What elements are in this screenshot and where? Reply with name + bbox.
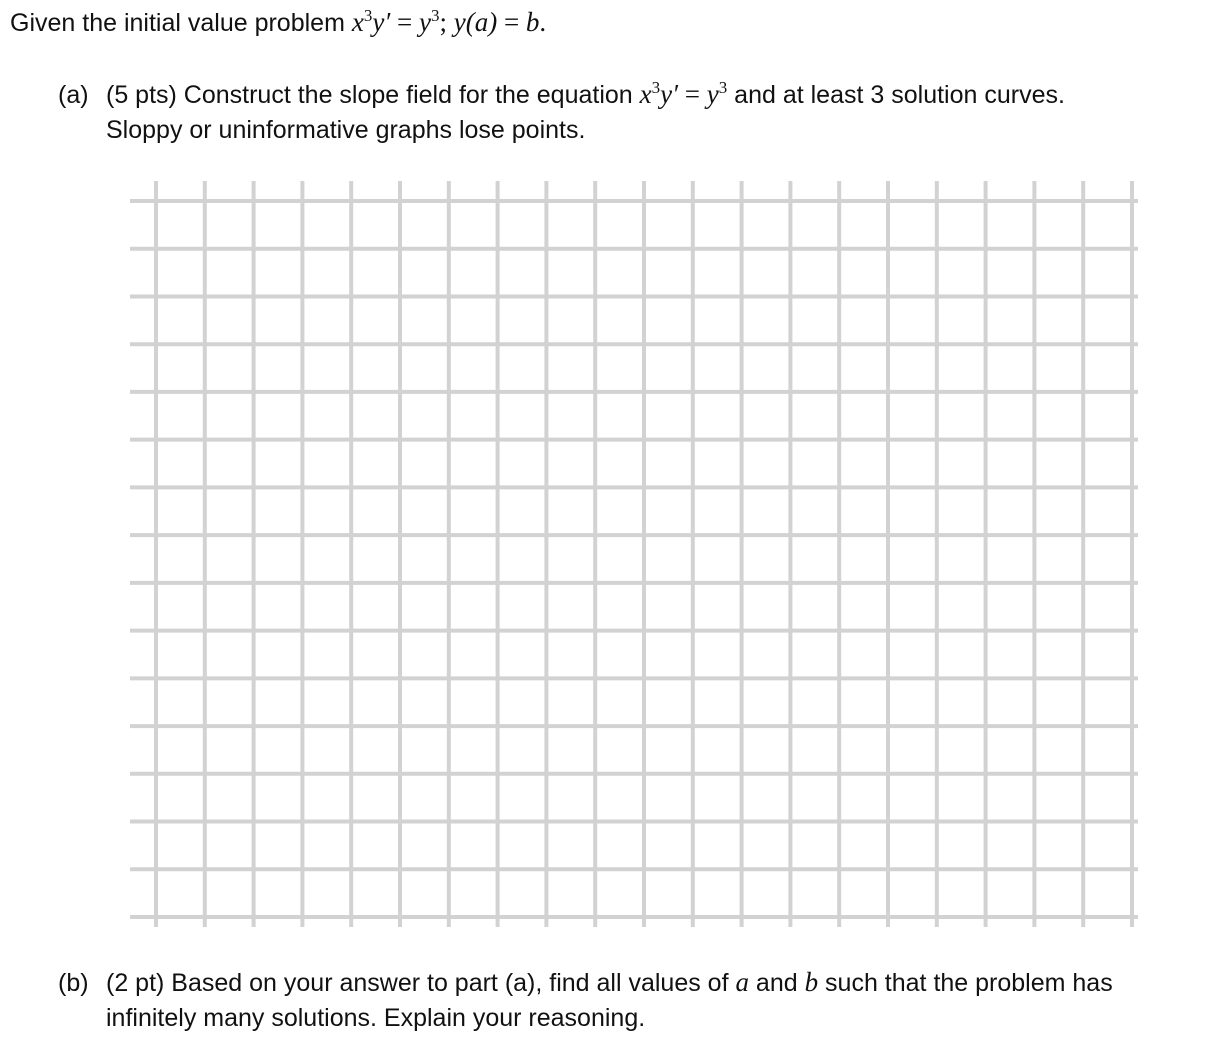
var-b: b <box>804 967 819 997</box>
part-a-line-1 <box>58 78 1065 111</box>
problem-statement <box>10 6 546 39</box>
part-b-text-3: such that the problem has <box>818 969 1113 997</box>
part-a-equation: $x^3y' = y^3$ <box>639 78 728 109</box>
part-b-line-2: infinitely many solutions. Explain your reasoning. <box>106 1004 646 1032</box>
grid-canvas[interactable] <box>130 181 1138 927</box>
part-b-text-1: (2 pt) Based on your answer to part (a), find all values of <box>106 969 736 997</box>
part-b-text-2: and <box>748 969 805 997</box>
part-b-line-1 <box>58 966 1113 999</box>
ivp-equation: $x^3y' = y^3$; y(a) = b. <box>351 6 547 37</box>
part-a-text-before: (5 pts) Construct the slope field for the equation <box>106 81 640 109</box>
var-a: a <box>735 967 749 997</box>
intro-text: Given the initial value problem <box>10 9 352 37</box>
part-a-line-2: Sloppy or uninformative graphs lose points. <box>106 116 586 144</box>
part-a-text-after: and at least 3 solution curves. <box>727 81 1065 109</box>
part-a-label: (a) <box>58 81 89 109</box>
graph-paper-grid[interactable] <box>130 181 1138 927</box>
part-b-label: (b) <box>58 969 89 997</box>
